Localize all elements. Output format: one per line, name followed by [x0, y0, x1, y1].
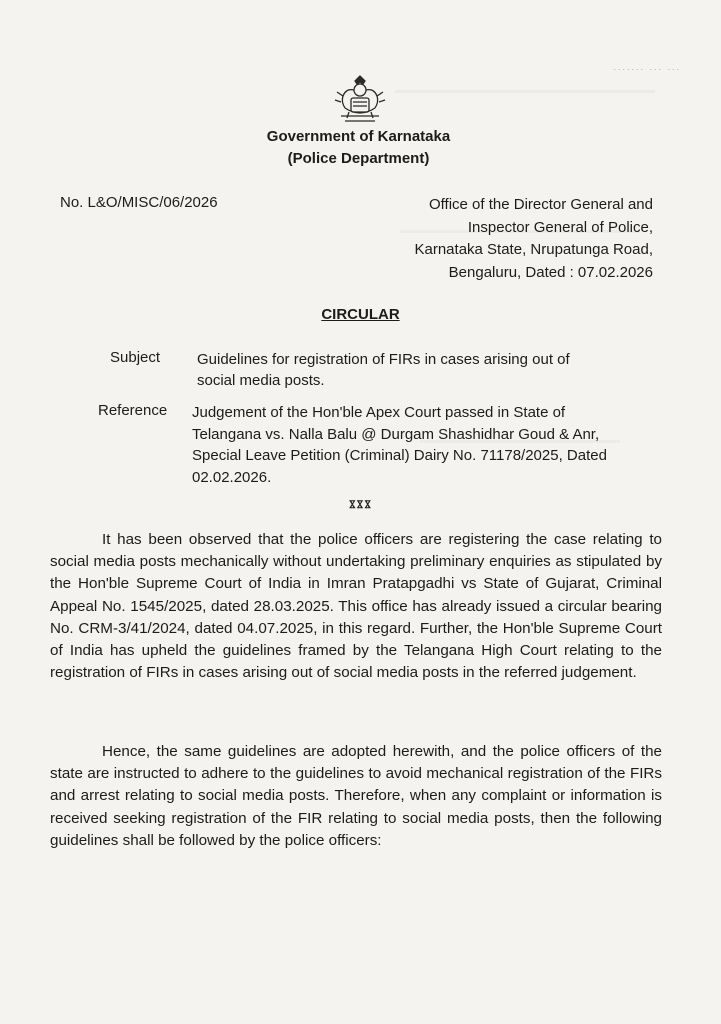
office-address — [390, 194, 653, 284]
office-address-line: Karnataka State, Nrupatunga Road, — [414, 241, 653, 258]
circular-heading — [0, 306, 721, 323]
corner-stamp-text: ....... ... ... — [613, 62, 681, 72]
reference-text: Judgement of the Hon'ble Apex Court passed in State of Telangana vs. Nalla Balu @ Durgam Shashidhar Goud & Anr, Special Leave Petition (Criminal) Dairy No. 71178/2025, Dated 02.02.2026. — [192, 404, 607, 486]
subject-label: Subject — [110, 349, 161, 366]
office-address-line: Inspector General of Police, — [467, 218, 653, 236]
separator-mark: ೱೱೱ — [349, 496, 372, 511]
office-address-line: Office of the Director General and — [428, 196, 653, 213]
karnataka-emblem-icon — [331, 72, 389, 128]
reference-label: Reference — [98, 402, 168, 419]
office-address-line: Bengaluru, Dated : 07.02.2026 — [448, 263, 653, 281]
government-title: Government of Karnataka — [266, 128, 451, 145]
bleed-through-mark — [395, 90, 655, 93]
body-paragraph-2: Hence, the same guidelines are adopted herewith, and the police officers of the state are instructed to adhere to the guidelines to avoid mechanical registration of the FIRs and arrest relating to social media posts. Therefore, when any complaint or information is received seeking registration of the FIR relating to social media posts, then the following guidelines shall be followed by the police officers: — [50, 743, 662, 849]
body-paragraph-1: It has been observed that the police officers are registering the case relating to social media posts mechanically without undertaking preliminary enquiries as stipulated by the Hon'ble Supreme Court of India in Imran Pratapgadhi vs State of Gujarat, Criminal Appeal No. 1545/2025, dated 28.03.2025. This office has already issued a circular bearing No. CRM-3/41/2024, dated 04.07.2025, in this regard. Further, the Hon'ble Supreme Court of India has upheld the guidelines framed by the Telangana High Court relating to the registration of FIRs in cases arising out of social media posts in the referred judgement. — [50, 531, 662, 682]
subject-text: Guidelines for registration of FIRs in cases arising out of social media posts. — [197, 351, 570, 389]
department-title: (Police Department) — [287, 150, 430, 167]
circular-title: CIRCULAR — [321, 306, 400, 323]
reference-number: No. L&O/MISC/06/2026 — [60, 194, 218, 211]
